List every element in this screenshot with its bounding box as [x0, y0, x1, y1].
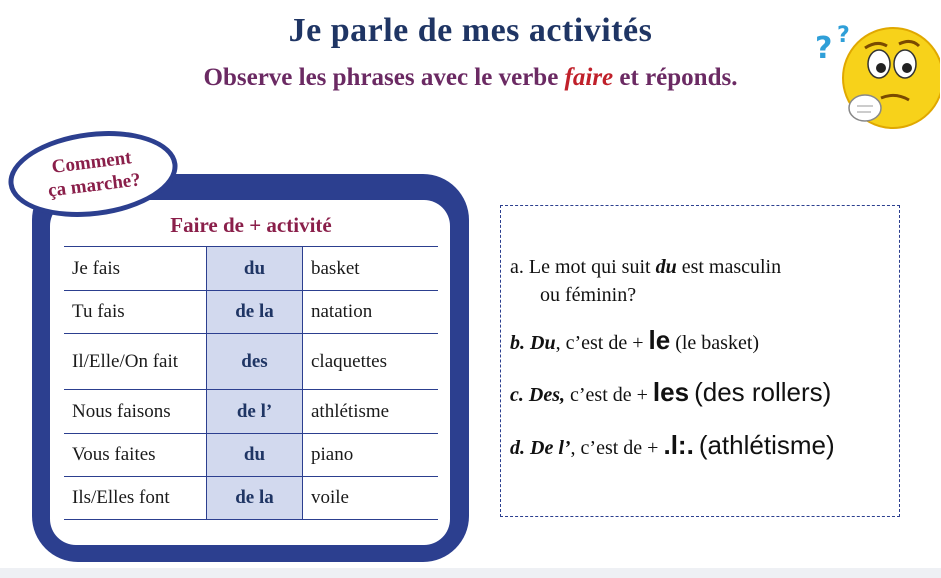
table-row	[64, 390, 438, 434]
article-cell: des	[207, 334, 303, 390]
table-row	[64, 334, 438, 390]
activity-cell: basket	[303, 247, 439, 291]
question-a-continued: ou féminin?	[540, 284, 637, 306]
answer-d: .l:.	[663, 430, 694, 460]
article-cell: de la	[207, 291, 303, 334]
article-cell: de l’	[207, 390, 303, 434]
activity-cell: claquettes	[303, 334, 439, 390]
instruction	[0, 64, 941, 92]
question-a-text: Le mot qui suit	[528, 256, 651, 278]
article-cell: du	[207, 247, 303, 291]
subject-cell: Ils/Elles font	[64, 477, 207, 520]
question-c-text: c’est de +	[570, 384, 648, 406]
subject-cell: Je fais	[64, 247, 207, 291]
instruction-after: et réponds.	[619, 64, 738, 91]
question-b-word: Du	[530, 332, 556, 354]
subject-cell: Tu fais	[64, 291, 207, 334]
thinking-face-icon	[815, 14, 940, 132]
article-cell: de la	[207, 477, 303, 520]
answer-c: les	[652, 377, 690, 407]
question-c-word: Des,	[528, 384, 565, 406]
subject-cell: Il/Elle/On fait	[64, 334, 207, 390]
table-title: Faire de + activité	[170, 213, 332, 237]
question-mark-icon: ?	[837, 23, 850, 48]
activity-cell: voile	[303, 477, 439, 520]
question-c-example: (des rollers)	[694, 377, 832, 407]
question-b-example: (le basket)	[675, 332, 760, 354]
question-d-example: (athlétisme)	[698, 430, 835, 460]
question-d	[510, 430, 835, 461]
article-cell: du	[207, 434, 303, 477]
activity-cell: natation	[303, 291, 439, 334]
question-b-text: , c’est de +	[555, 332, 644, 354]
question-b-label: b.	[510, 332, 525, 354]
question-a	[510, 256, 781, 279]
question-a-label: a.	[510, 256, 524, 278]
question-b	[510, 325, 759, 356]
question-c-label: c.	[510, 384, 524, 406]
question-d-label: d.	[510, 437, 525, 459]
table-row	[64, 247, 438, 291]
activity-cell: athlétisme	[303, 390, 439, 434]
subject-cell: Vous faites	[64, 434, 207, 477]
table-row	[64, 477, 438, 520]
table-row	[64, 291, 438, 334]
question-mark-icon: ?	[815, 31, 833, 66]
question-a-text-2: est masculin	[681, 256, 782, 278]
question-d-word: De l’	[530, 437, 571, 459]
question-c	[510, 377, 831, 408]
subject-cell: Nous faisons	[64, 390, 207, 434]
page-title: Je parle de mes activités	[288, 12, 653, 49]
question-d-text: , c’est de +	[570, 437, 659, 459]
answer-b: le	[648, 325, 671, 355]
activity-cell: piano	[303, 434, 439, 477]
bubble-line-2: ça marche?	[46, 169, 142, 202]
instruction-before: Observe les phrases avec le verbe	[203, 64, 559, 91]
questions-box	[500, 205, 900, 517]
bottom-bar	[0, 568, 941, 578]
instruction-verb: faire	[564, 64, 614, 91]
conjugation-table	[64, 246, 438, 520]
table-row	[64, 434, 438, 477]
question-a-word: du	[655, 256, 677, 278]
bubble-line-1: Comment	[50, 147, 133, 178]
